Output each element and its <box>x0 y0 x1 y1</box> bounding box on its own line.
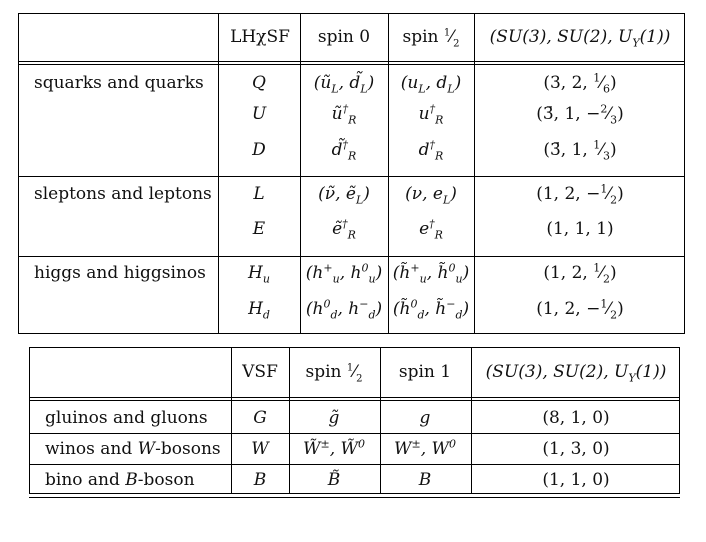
group-label: bino and B-boson <box>45 470 195 490</box>
gauge-cell: (1, 3, 0) <box>542 439 610 459</box>
superfield-symbol: D <box>252 140 266 160</box>
group-label: winos and W-bosons <box>45 439 221 459</box>
spinhalf-cell: W̃±, W̃$^0$ <box>303 437 365 459</box>
superfield-symbol: E <box>252 219 266 239</box>
superfield-symbol: B <box>253 470 267 490</box>
spinhalf-cell: ($u_L$, $d_L$) <box>400 73 462 96</box>
group-label: gluinos and gluons <box>45 408 208 428</box>
gauge-cell: (3̄, 1, $^1⁄_3$) <box>543 138 617 163</box>
gauge-cell: (1, 1, 1) <box>546 219 614 239</box>
gauge-cell: (1, 1, 0) <box>542 470 610 490</box>
spinhalf-cell: B̃ <box>327 470 341 490</box>
spinhalf-cell: (h̃$^0_d$, $h̃^-_d$) <box>392 297 470 322</box>
superfield-symbol: G <box>253 408 267 428</box>
gauge-cell: (3̄, 1, $-^2⁄_3$) <box>536 102 624 127</box>
header-spinhalf: spin $^1⁄_2$ <box>305 362 363 385</box>
spin0-cell: ($h^0_d$, $h^-_d$) <box>305 297 383 322</box>
spinhalf-cell: $e^\dagger_R$ <box>419 217 443 242</box>
group-label: squarks and quarks <box>34 73 204 93</box>
spin1-cell: g <box>419 408 431 428</box>
group-label: higgs and higgsinos <box>34 263 206 283</box>
group-label: sleptons and leptons <box>34 184 212 204</box>
header-gauge: (SU(3), SU(2), $U_Y(1)$) <box>485 362 667 385</box>
header-gauge: (SU(3), SU(2), $U_Y(1)$) <box>489 27 671 50</box>
superfield-symbol: $H_d$ <box>248 299 270 322</box>
superfield-symbol: L <box>253 184 265 204</box>
header-sf: LHχSF <box>230 27 290 47</box>
gauge-cell: (1, 2, $-^1⁄_2$) <box>536 182 624 207</box>
spinhalf-cell: $d^\dagger_R$ <box>418 138 444 163</box>
header-sf: VSF <box>242 362 278 382</box>
header-spin0: spin 0 <box>317 27 371 47</box>
gauge-cell: (1, 2, $-^1⁄_2$) <box>536 297 624 322</box>
spin0-cell: $ũ^\dagger_R$ <box>331 102 357 127</box>
spin0-cell: (ν̃, ẽ$_L$) <box>318 184 370 207</box>
spinhalf-cell: (ν, $e_L$) <box>405 184 457 207</box>
gauge-cell: (1, 2, $^1⁄_2$) <box>543 261 617 286</box>
spinhalf-cell: g̃ <box>328 408 340 428</box>
gauge-cell: (8, 1, 0) <box>542 408 610 428</box>
spin0-cell: ($ũ_L$, $d̃_L$) <box>313 73 375 96</box>
header-spin1: spin 1 <box>398 362 452 382</box>
spin0-cell: ẽ†$_R$ <box>332 217 356 242</box>
spin0-cell: ($h^+_u$, $h^0_u$) <box>305 261 383 286</box>
header-spinhalf: spin $^1⁄_2$ <box>402 27 460 50</box>
superfield-symbol: Q <box>252 73 266 93</box>
gauge-cell: (3, 2, $^1⁄_6$) <box>543 71 617 96</box>
spinhalf-cell: ($h̃^+_u$, h̃$^0_u$) <box>392 261 470 286</box>
superfield-symbol: U <box>251 104 267 124</box>
spin0-cell: $d̃^\dagger_R$ <box>331 138 357 163</box>
spinhalf-cell: $u^\dagger_R$ <box>418 102 444 127</box>
spin1-cell: B <box>418 470 432 490</box>
superfield-symbol: W <box>251 439 269 459</box>
spin1-cell: W±, $W^0$ <box>394 437 456 459</box>
superfield-symbol: $H_u$ <box>248 263 270 286</box>
